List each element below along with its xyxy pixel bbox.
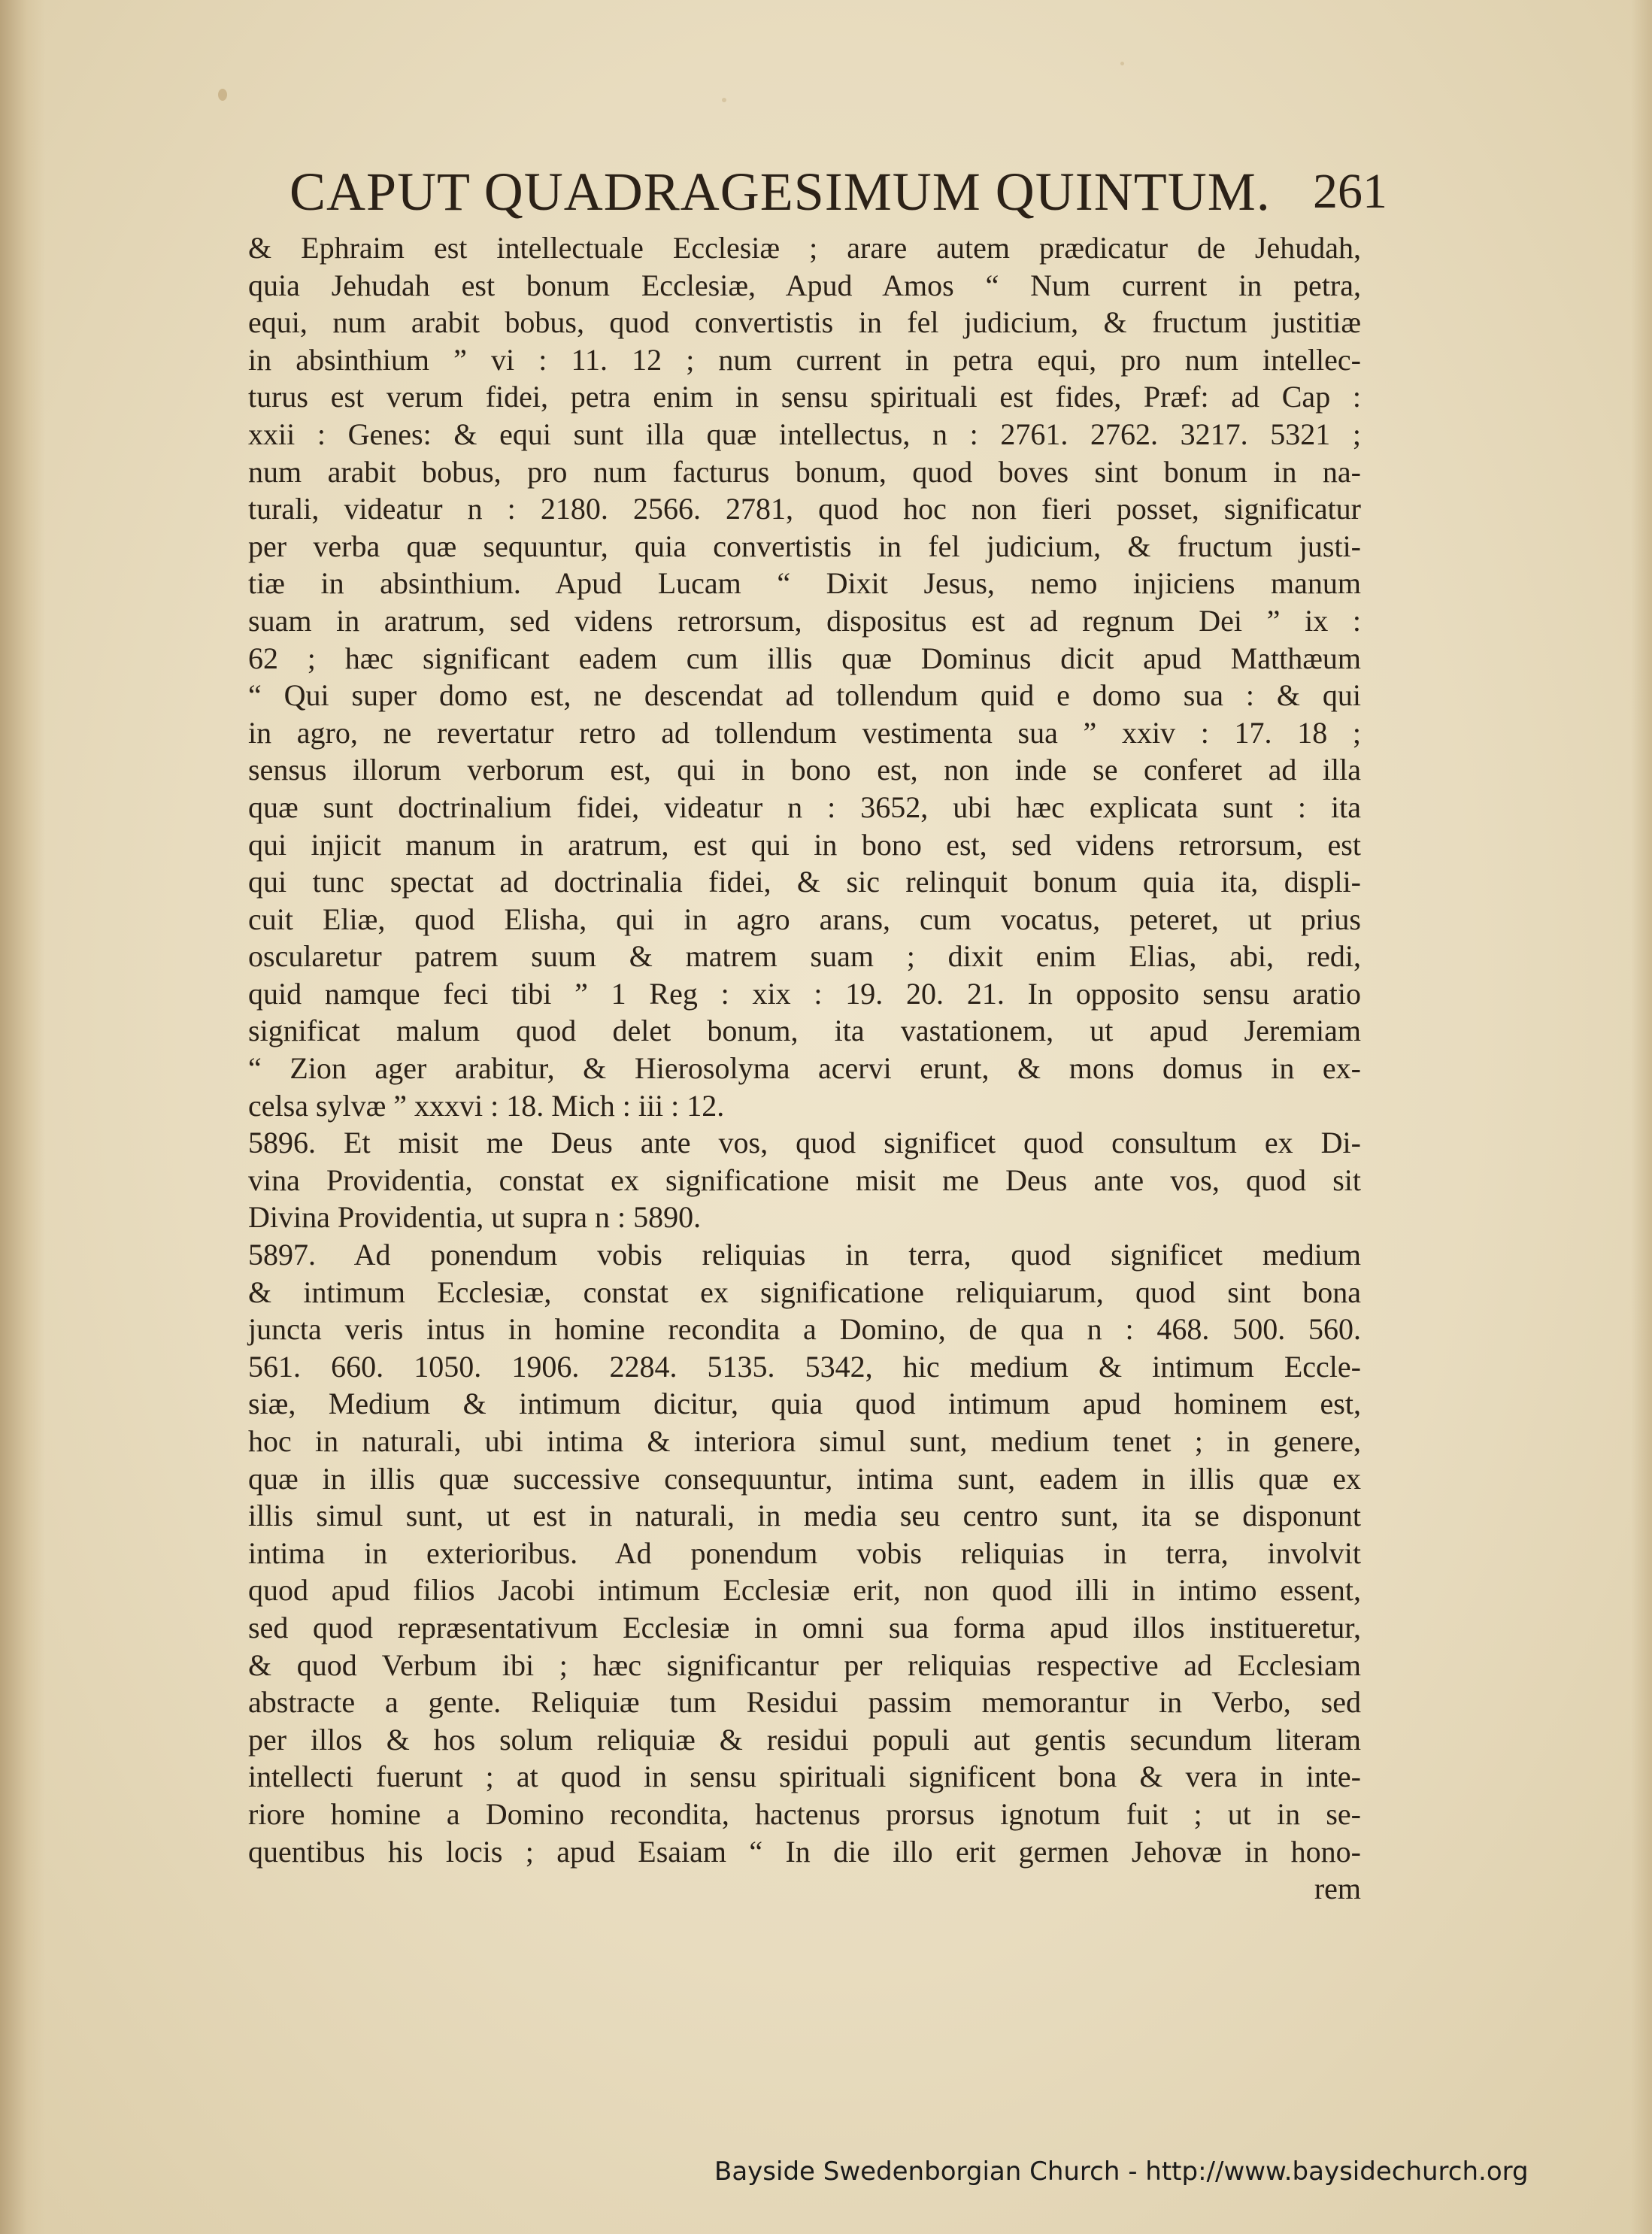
text-line: qui injicit manum in aratrum, est qui in bono est, sed videns retrorsum, est	[248, 827, 1361, 862]
text-line: sed quod repræsentativum Ecclesiæ in omni sua forma apud illos institueretur,	[248, 1610, 1361, 1644]
text-line: per verba quæ sequuntur, quia convertistis in fel judicium, & fructum justi-	[248, 529, 1361, 563]
text-line: 5897. Ad ponendum vobis reliquias in terra, quod significet medium	[248, 1238, 1361, 1272]
paper-stain	[722, 98, 726, 102]
running-title: CAPUT QUADRAGESIMUM QUINTUM.	[289, 162, 1271, 222]
text-line: 561. 660. 1050. 1906. 2284. 5135. 5342, hic medium & intimum Eccle-	[248, 1349, 1361, 1384]
text-line: intima in exterioribus. Ad ponendum vobis reliquias in terra, involvit	[248, 1535, 1361, 1570]
text-line: equi, num arabit bobus, quod convertistis in fel judicium, & fructum justitiæ	[248, 305, 1361, 340]
text-line: per illos & hos solum reliquiæ & residui populi aut gentis secundum literam	[248, 1722, 1361, 1757]
text-line: intellecti fuerunt ; at quod in sensu spirituali significent bona & vera in inte-	[248, 1760, 1361, 1794]
text-line: siæ, Medium & intimum dicitur, quia quod intimum apud hominem est,	[248, 1387, 1361, 1421]
binding-shadow	[0, 0, 45, 2234]
paper-stain	[1120, 62, 1124, 65]
text-line: “ Zion ager arabitur, & Hierosolyma acervi erunt, & mons domus in ex-	[248, 1051, 1361, 1086]
text-line: suam in aratrum, sed videns retrorsum, dispositus est ad regnum Dei ” ix :	[248, 603, 1361, 638]
text-line: in agro, ne revertatur retro ad tollendum vestimenta sua ” xxiv : 17. 18 ;	[248, 715, 1361, 750]
text-line: “ Qui super domo est, ne descendat ad tollendum quid e domo sua : & qui	[248, 678, 1361, 713]
text-line: abstracte a gente. Reliquiæ tum Residui passim memorantur in Verbo, sed	[248, 1685, 1361, 1720]
text-line: significat malum quod delet bonum, ita vastationem, ut apud Jeremiam	[248, 1014, 1361, 1048]
text-line: xxii : Genes: & equi sunt illa quæ intellectus, n : 2761. 2762. 3217. 5321 ;	[248, 417, 1361, 451]
page-edge	[1631, 0, 1652, 2234]
website-credit: Bayside Swedenborgian Church - http://www.baysidechurch.org	[714, 2157, 1529, 2187]
text-line: quia Jehudah est bonum Ecclesiæ, Apud Amos “ Num current in petra,	[248, 268, 1361, 302]
paper-stain	[218, 89, 227, 101]
text-line: Divina Providentia, ut supra n : 5890.	[248, 1200, 702, 1235]
text-line: num arabit bobus, pro num facturus bonum, quod boves sint bonum in na-	[248, 454, 1361, 489]
text-line: vina Providentia, constat ex significatione misit me Deus ante vos, quod sit	[248, 1162, 1361, 1197]
text-line: hoc in naturali, ubi intima & interiora simul sunt, medium tenet ; in genere,	[248, 1424, 1361, 1458]
text-line: quid namque feci tibi ” 1 Reg : xix : 19. 20. 21. In opposito sensu aratio	[248, 976, 1361, 1011]
body-text	[248, 229, 1361, 1908]
text-line: sensus illorum verborum est, qui in bono est, non inde se conferet ad illa	[248, 753, 1361, 787]
text-line: in absinthium ” vi : 11. 12 ; num current in petra equi, pro num intellec-	[248, 342, 1361, 377]
text-line: quentibus his locis ; apud Esaiam “ In die illo erit germen Jehovæ in hono-	[248, 1834, 1361, 1869]
catchword: rem	[1314, 1872, 1361, 1906]
text-line: 62 ; hæc significant eadem cum illis quæ Dominus dicit apud Matthæum	[248, 641, 1361, 675]
text-line: & intimum Ecclesiæ, constat ex significatione reliquiarum, quod sint bona	[248, 1275, 1361, 1309]
text-line: tiæ in absinthium. Apud Lucam “ Dixit Jesus, nemo injiciens manum	[248, 566, 1361, 601]
text-line: qui tunc spectat ad doctrinalia fidei, & sic relinquit bonum quia ita, displi-	[248, 865, 1361, 899]
text-line: illis simul sunt, ut est in naturali, in media seu centro sunt, ita se disponunt	[248, 1499, 1361, 1533]
text-line: 5896. Et misit me Deus ante vos, quod significet quod consultum ex Di-	[248, 1126, 1361, 1160]
text-line: riore homine a Domino recondita, hactenus prorsus ignotum fuit ; ut in se-	[248, 1796, 1361, 1831]
text-line: oscularetur patrem suum & matrem suam ; dixit enim Elias, abi, redi,	[248, 939, 1361, 974]
text-line: turus est verum fidei, petra enim in sensu spirituali est fides, Præf: ad Cap :	[248, 380, 1361, 414]
text-line: cuit Eliæ, quod Elisha, qui in agro arans, cum vocatus, peteret, ut prius	[248, 902, 1361, 936]
text-line: & quod Verbum ibi ; hæc significantur per reliquias respective ad Ecclesiam	[248, 1647, 1361, 1682]
text-line: quæ in illis quæ successive consequuntur, intima sunt, eadem in illis quæ ex	[248, 1461, 1361, 1496]
text-line: quæ sunt doctrinalium fidei, videatur n : 3652, ubi hæc explicata sunt : ita	[248, 790, 1361, 824]
page-number: 261	[1313, 164, 1387, 219]
page-header	[289, 158, 1387, 226]
text-line: celsa sylvæ ” xxxvi : 18. Mich : iii : 12.	[248, 1088, 725, 1123]
text-line: turali, videatur n : 2180. 2566. 2781, quod hoc non fieri posset, significatur	[248, 492, 1361, 526]
text-line: & Ephraim est intellectuale Ecclesiæ ; arare autem prædicatur de Jehudah,	[248, 231, 1361, 265]
text-line: juncta veris intus in homine recondita a Domino, de qua n : 468. 500. 560.	[248, 1312, 1361, 1347]
text-line: quod apud filios Jacobi intimum Ecclesiæ erit, non quod illi in intimo essent,	[248, 1573, 1361, 1608]
